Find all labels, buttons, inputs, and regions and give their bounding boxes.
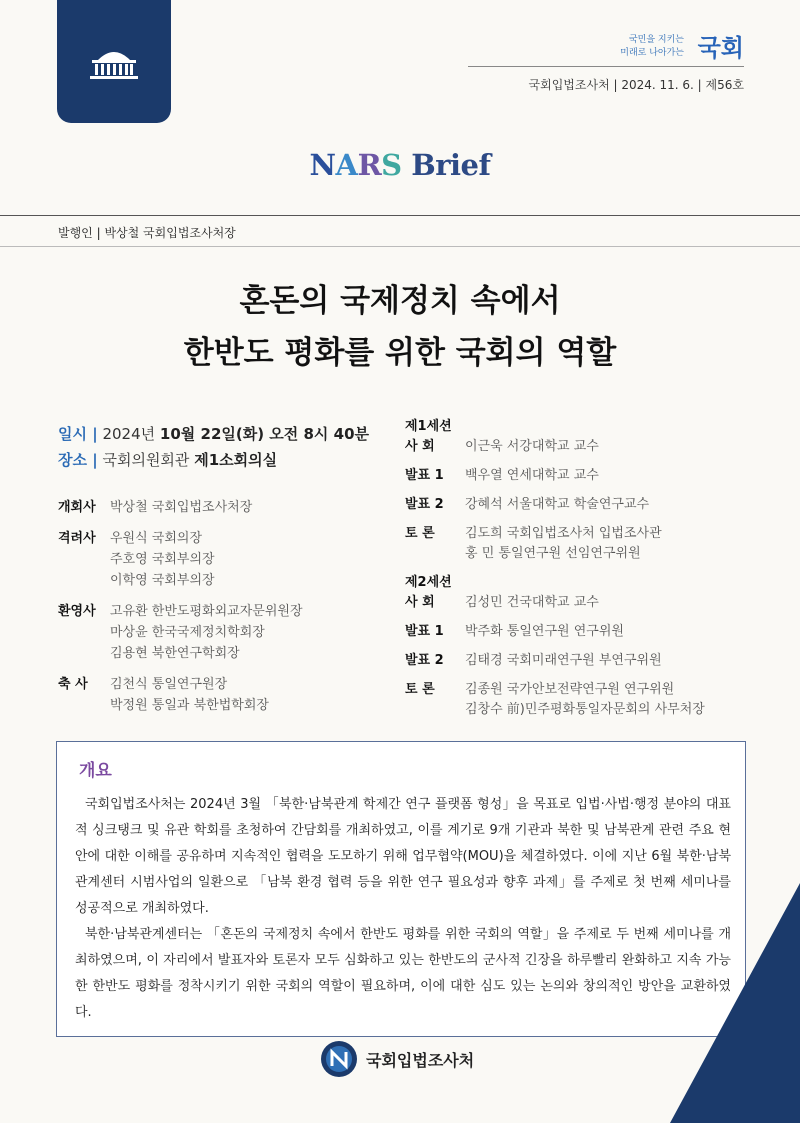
publisher-line: 발행인 | 박상철 국회입법조사처장 <box>58 226 236 240</box>
publication-info: 국회입법조사처 | 2024. 11. 6. | 제56호 <box>528 78 744 92</box>
session-row: 토 론 김도희 국회입법조사처 입법조사관 홍 민 통일연구원 선임연구위원 <box>405 526 662 561</box>
event-place: 장소 | 국회의원회관 제1소회의실 <box>58 451 278 469</box>
ceremony-roles <box>58 497 303 726</box>
session-row: 발표 2 김태경 국회미래연구원 부연구위원 <box>405 653 662 668</box>
slogan-logo <box>594 28 744 68</box>
session-row: 사 회 김성민 건국대학교 교수 <box>405 595 599 610</box>
publisher-rule-top <box>0 215 800 216</box>
page-title <box>0 275 800 379</box>
summary-body <box>75 792 731 1026</box>
session-row: 발표 1 박주화 통일연구원 연구위원 <box>405 624 624 639</box>
corner-decoration <box>670 883 800 1123</box>
slogan-big: 국회 <box>697 34 744 62</box>
session-title: 제1세션 <box>405 419 452 434</box>
nars-emblem-icon <box>320 1040 358 1078</box>
nars-brief-logo: NARS Brief <box>309 148 491 182</box>
slogan-line2: 미래로 나아가는 <box>620 48 684 58</box>
role-row: 개회사 박상철 국회입법조사처장 <box>58 500 253 515</box>
session-row: 사 회 이근욱 서강대학교 교수 <box>405 439 599 454</box>
event-details <box>58 421 369 473</box>
event-date: 일시 | 2024년 10월 22일(화) 오전 8시 40분 <box>58 425 370 443</box>
publisher-rule-bottom <box>0 246 800 247</box>
footer-org-name: 국회입법조사처 <box>366 1050 475 1070</box>
header-divider <box>468 66 744 67</box>
role-row: 축 사 김천식 통일연구원장 박정원 통일과 북한법학회장 <box>58 677 269 713</box>
session-title: 제2세션 <box>405 575 452 590</box>
summary-box <box>56 741 746 1037</box>
footer-logo <box>320 1040 474 1078</box>
session-row: 발표 2 강혜석 서울대학교 학술연구교수 <box>405 497 650 512</box>
summary-paragraph: 국회입법조사처는 2024년 3월 「북한·남북관계 학제간 연구 플랫폼 형성」을 목표로 입법·사법·행정 분야의 대표적 싱크탱크 및 유관 학회를 초청하여 간담회를 개최하였고, 이를 계기로 9개 기관과 북한 및 남북관계 관련 주요 현안에 대한 이해를 공유하며 지속적인 협력을 도모하기 위해 업무협약(MOU)을 체결하였다. 이에 지난 6월 북한·남북관계센터 시범사업의 일환으로 「남북 환경 협력 등을 위한 연구 필요성과 향후 과제」를 주제로 첫 번째 세미나를 성공적으로 개최하였다. <box>75 797 731 916</box>
sessions-program <box>405 417 765 729</box>
summary-paragraph: 북한·남북관계센터는 「혼돈의 국제정치 속에서 한반도 평화를 위한 국회의 역할」을 주제로 두 번째 세미나를 개최하였으며, 이 자리에서 발표자와 토론자 모두 심화하고 있는 한반도의 군사적 긴장을 하루빨리 완화하고 지속 가능한 한반도 평화를 정착시키기 위한 국회의 역할이 필요하며, 이에 대한 심도 있는 논의와 창의적인 방안을 교환하였다. <box>75 927 731 1020</box>
title-line1: 혼돈의 국제정치 속에서 <box>239 283 561 319</box>
session-row: 토 론 김종원 국가안보전략연구원 연구위원 김창수 前)민주평화통일자문회의 사무처장 <box>405 682 705 717</box>
role-row: 격려사 우원식 국회의장 주호영 국회부의장 이학영 국회부의장 <box>58 531 215 588</box>
assembly-building-icon <box>84 46 144 80</box>
slogan-line1: 국민을 지키는 <box>628 35 684 45</box>
summary-heading: 개요 <box>79 761 112 781</box>
title-line2: 한반도 평화를 위한 국회의 역할 <box>183 335 617 371</box>
national-assembly-emblem-tab <box>57 0 171 123</box>
role-row: 환영사 고유환 한반도평화외교자문위원장 마상윤 한국국제정치학회장 김용현 북한연구학회장 <box>58 604 303 661</box>
session-row: 발표 1 백우열 연세대학교 교수 <box>405 468 599 483</box>
